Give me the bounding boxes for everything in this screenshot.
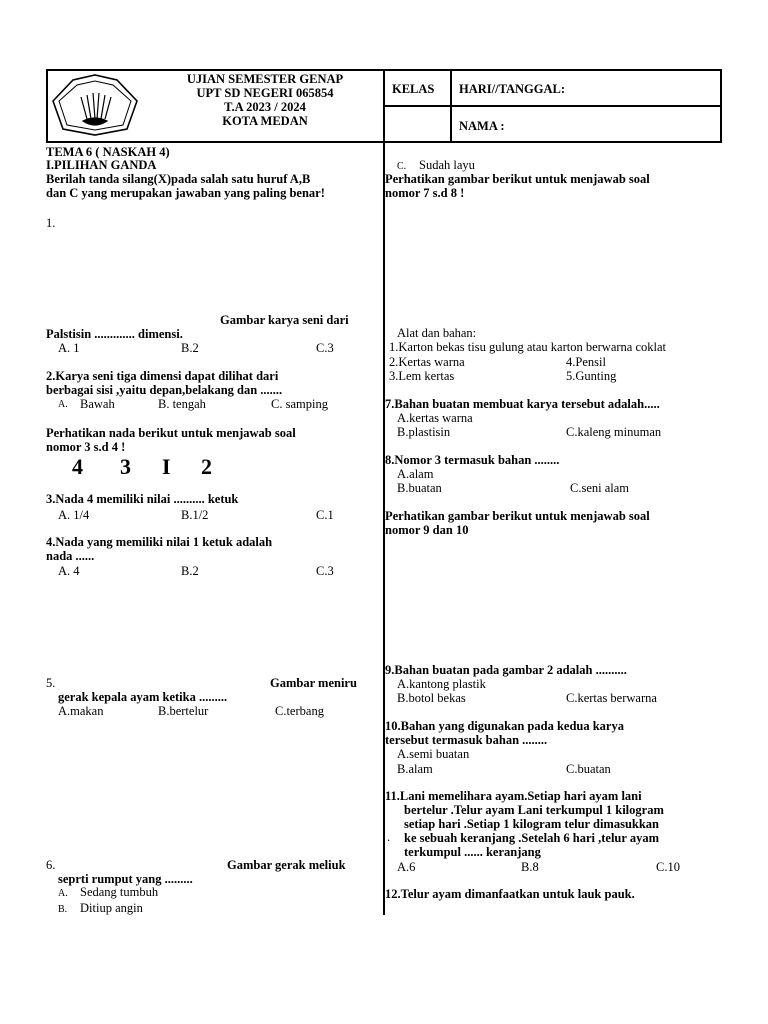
question-4-line-1: 4.Nada yang memiliki nilai 1 ketuk adalah <box>46 535 273 549</box>
q3-option-b[interactable]: B.1/2 <box>181 508 209 522</box>
q3-option-a[interactable]: A. 1/4 <box>58 508 90 522</box>
question-4-line-2: nada ...... <box>46 549 95 563</box>
music-note-2: 3 <box>120 454 131 479</box>
header-line-3: T.A 2023 / 2024 <box>224 100 306 114</box>
q8-option-c[interactable]: C.seni alam <box>570 481 630 495</box>
q8-option-a[interactable]: A.alam <box>397 467 434 481</box>
q7-option-a[interactable]: A.kertas warna <box>397 411 473 425</box>
exam-title <box>150 72 380 128</box>
question-11-dot: . <box>387 830 391 844</box>
q10-option-b[interactable]: B.alam <box>397 762 433 776</box>
note-1-line-1: Perhatikan nada berikut untuk menjawab soal <box>46 426 296 440</box>
question-5-number: 5. <box>46 676 56 690</box>
q4-option-b[interactable]: B.2 <box>181 564 199 578</box>
header-line-1: UJIAN SEMESTER GENAP <box>186 72 344 86</box>
school-logo <box>47 71 143 139</box>
q3-option-c[interactable]: C.1 <box>316 508 334 522</box>
question-9: 9.Bahan buatan pada gambar 2 adalah .......... <box>385 663 627 677</box>
q9-option-b[interactable]: B.botol bekas <box>397 691 466 705</box>
q8-option-b[interactable]: B.buatan <box>397 481 442 495</box>
tema-label: TEMA 6 ( NASKAH 4) <box>46 145 170 159</box>
q6-option-a[interactable]: Sedang tumbuh <box>80 885 159 899</box>
alat-item-2: 2.Kertas warna <box>389 355 465 369</box>
q5-option-c[interactable]: C.terbang <box>275 704 324 718</box>
q6-option-c-letter[interactable]: C. <box>397 161 407 172</box>
question-3: 3.Nada 4 memiliki nilai .......... ketuk <box>46 492 239 506</box>
q1-option-a[interactable]: A. 1 <box>58 341 80 355</box>
question-12: 12.Telur ayam dimanfaatkan untuk lauk pauk. <box>385 887 635 901</box>
header-line-2: UPT SD NEGERI 065854 <box>196 86 334 100</box>
note-2-line-2: nomor 7 s.d 8 ! <box>385 186 465 200</box>
header-row-divider <box>383 105 722 107</box>
music-note-4: 2 <box>201 454 212 479</box>
q2-option-a[interactable]: Bawah <box>80 397 115 411</box>
question-2-line-2: berbagai sisi ,yaitu depan,belakang dan ....... <box>46 383 283 397</box>
music-note-1: 4 <box>72 454 83 479</box>
q2-option-a-letter[interactable]: A. <box>58 399 68 410</box>
q2-option-c[interactable]: C. samping <box>271 397 328 411</box>
question-8: 8.Nomor 3 termasuk bahan ........ <box>385 453 560 467</box>
q5-option-b[interactable]: B.bertelur <box>158 704 209 718</box>
question-6-line-2: seprti rumput yang ......... <box>58 872 193 886</box>
q10-option-c[interactable]: C.buatan <box>566 762 611 776</box>
note-3-line-2: nomor 9 dan 10 <box>385 523 469 537</box>
nama-label: NAMA : <box>459 119 505 133</box>
q9-option-c[interactable]: C.kertas berwarna <box>566 691 657 705</box>
q2-option-b[interactable]: B. tengah <box>158 397 206 411</box>
note-1-line-2: nomor 3 s.d 4 ! <box>46 440 126 454</box>
question-11-line-3: setiap hari .Setiap 1 kilogram telur dimasukkan <box>404 817 660 831</box>
q7-option-c[interactable]: C.kaleng minuman <box>566 425 662 439</box>
q7-option-b[interactable]: B.plastisin <box>397 425 451 439</box>
music-note-3: I <box>162 454 171 479</box>
question-11-line-4: ke sebuah keranjang .Setelah 6 hari ,telur ayam <box>404 831 659 845</box>
alat-item-4: 4.Pensil <box>566 355 606 369</box>
hari-tanggal-label: HARI//TANGGAL: <box>459 82 566 96</box>
question-10-line-1: 10.Bahan yang digunakan pada kedua karya <box>385 719 624 733</box>
alat-item-1: 1.Karton bekas tisu gulung atau karton berwarna coklat <box>389 340 666 354</box>
question-5-line-2: gerak kepala ayam ketika ......... <box>58 690 228 704</box>
question-10-line-2: tersebut termasuk bahan ........ <box>385 733 548 747</box>
header-line-4: KOTA MEDAN <box>222 114 308 128</box>
alat-item-3: 3.Lem kertas <box>389 369 455 383</box>
q5-option-a[interactable]: A.makan <box>58 704 104 718</box>
question-5-line-1: Gambar meniru <box>270 676 357 690</box>
q6-option-a-letter[interactable]: A. <box>58 888 68 899</box>
question-6-number: 6. <box>46 858 56 872</box>
question-1-number: 1. <box>46 216 56 230</box>
note-2-line-1: Perhatikan gambar berikut untuk menjawab soal <box>385 172 650 186</box>
q10-option-a[interactable]: A.semi buatan <box>397 747 470 761</box>
note-3-line-1: Perhatikan gambar berikut untuk menjawab soal <box>385 509 650 523</box>
q1-option-c[interactable]: C.3 <box>316 341 334 355</box>
question-1-line-1: Gambar karya seni dari <box>220 313 349 327</box>
question-11-line-5: terkumpul ...... keranjang <box>404 845 541 859</box>
question-7: 7.Bahan buatan membuat karya tersebut adalah..... <box>385 397 660 411</box>
q6-option-c[interactable]: Sudah layu <box>419 158 475 172</box>
question-2-line-1: 2.Karya seni tiga dimensi dapat dilihat dari <box>46 369 279 383</box>
instruction-line-2: dan C yang merupakan jawaban yang paling benar! <box>46 186 325 200</box>
alat-title: Alat dan bahan: <box>397 326 477 340</box>
alat-item-5: 5.Gunting <box>566 369 617 383</box>
section-title: I.PILIHAN GANDA <box>46 158 157 172</box>
q4-option-c[interactable]: C.3 <box>316 564 334 578</box>
question-11-line-2: bertelur .Telur ayam Lani terkumpul 1 kilogram <box>404 803 664 817</box>
q11-option-a[interactable]: A.6 <box>397 860 416 874</box>
question-1-line-2: Palstisin ............. dimensi. <box>46 327 183 341</box>
q6-option-b[interactable]: Ditiup angin <box>80 901 143 915</box>
q4-option-a[interactable]: A. 4 <box>58 564 80 578</box>
q11-option-c[interactable]: C.10 <box>656 860 680 874</box>
q11-option-b[interactable]: B.8 <box>521 860 539 874</box>
question-6-line-1: Gambar gerak meliuk <box>227 858 346 872</box>
q1-option-b[interactable]: B.2 <box>181 341 199 355</box>
q9-option-a[interactable]: A.kantong plastik <box>397 677 486 691</box>
q6-option-b-letter[interactable]: B. <box>58 904 68 915</box>
instruction-line-1: Berilah tanda silang(X)pada salah satu huruf A,B <box>46 172 311 186</box>
kelas-label: KELAS <box>392 82 435 96</box>
question-11-line-1: 11.Lani memelihara ayam.Setiap hari ayam lani <box>385 789 642 803</box>
